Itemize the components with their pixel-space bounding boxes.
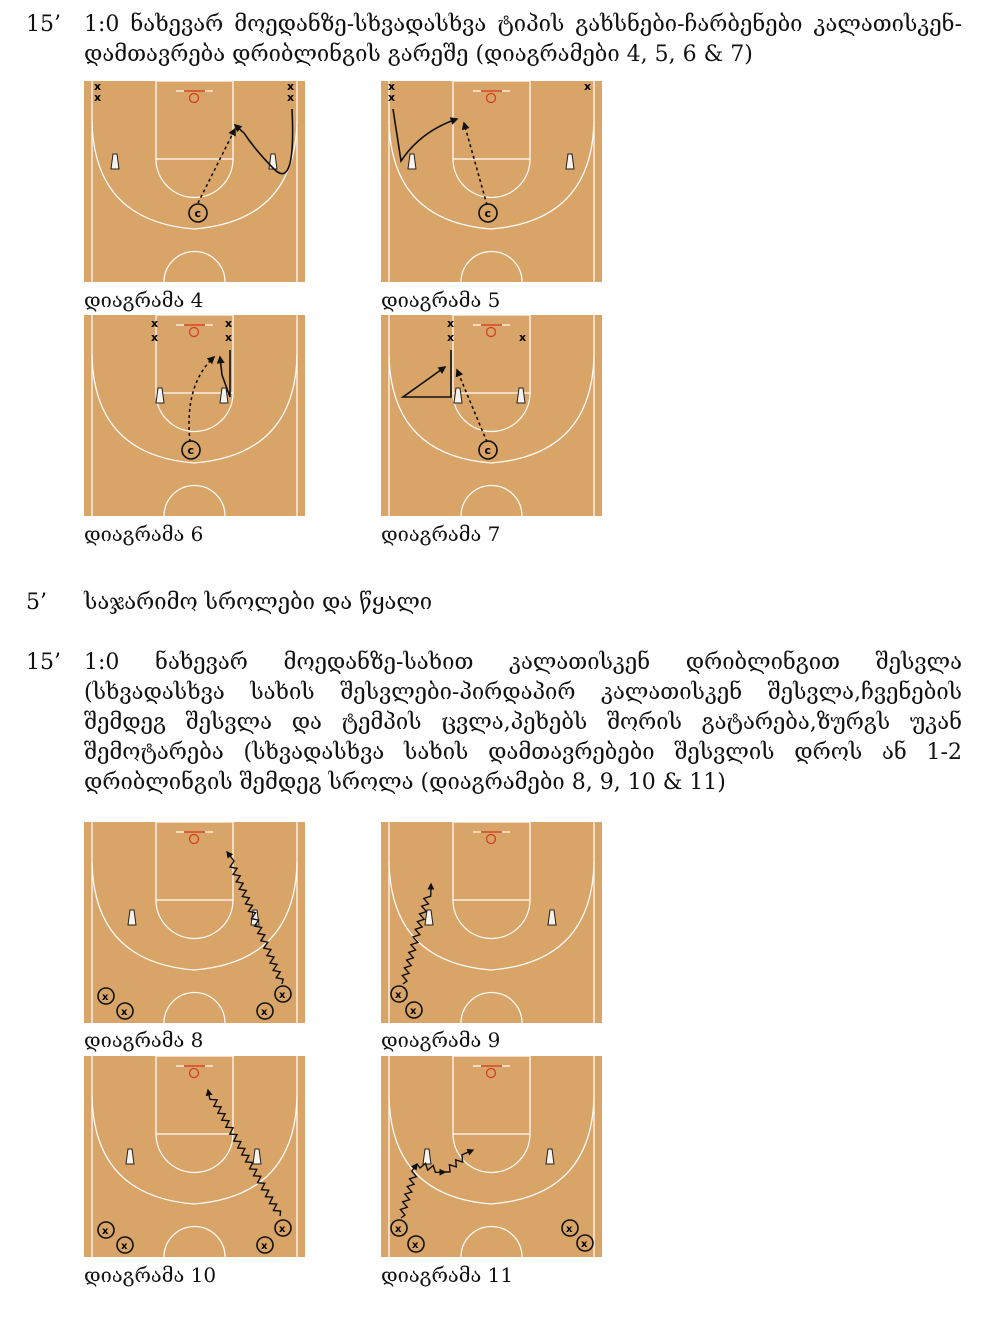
coach-label: c bbox=[194, 207, 202, 220]
diagram-11 bbox=[381, 1056, 602, 1257]
diagram-10 bbox=[84, 1056, 305, 1257]
svg-text:x: x bbox=[412, 1240, 419, 1251]
player-x-icon: x bbox=[94, 81, 102, 93]
coach-label: c bbox=[484, 207, 492, 220]
svg-text:x: x bbox=[261, 1007, 268, 1018]
diagram-caption: დიაგრამა 11 bbox=[381, 1263, 514, 1287]
svg-text:x: x bbox=[447, 331, 455, 344]
svg-text:x: x bbox=[102, 1226, 109, 1237]
svg-text:x: x bbox=[519, 331, 527, 344]
diagram-6 bbox=[84, 315, 305, 516]
coach-label: c bbox=[484, 444, 492, 457]
diagram-9 bbox=[381, 822, 602, 1023]
diagram-caption: დიაგრამა 5 bbox=[381, 288, 501, 312]
diagram-caption: დიაგრამა 8 bbox=[84, 1028, 204, 1052]
coach-label: c bbox=[187, 444, 195, 457]
svg-text:x: x bbox=[395, 1224, 402, 1235]
svg-text:x: x bbox=[121, 1241, 128, 1252]
diagram-caption: დიაგრამა 6 bbox=[84, 522, 204, 546]
diagram-caption: დიაგრამა 7 bbox=[381, 522, 501, 546]
svg-text:x: x bbox=[388, 81, 396, 93]
svg-text:x: x bbox=[151, 317, 159, 330]
svg-text:x: x bbox=[261, 1241, 268, 1252]
player-x-icon: x bbox=[94, 91, 102, 104]
svg-text:x: x bbox=[388, 91, 396, 104]
svg-text:x: x bbox=[279, 1224, 286, 1235]
svg-text:x: x bbox=[225, 331, 233, 344]
diagram-4 bbox=[84, 81, 305, 282]
section-duration: 5’ bbox=[26, 590, 47, 615]
svg-text:x: x bbox=[121, 1007, 128, 1018]
svg-text:x: x bbox=[279, 990, 286, 1001]
svg-text:x: x bbox=[395, 990, 402, 1001]
svg-text:x: x bbox=[410, 1006, 417, 1017]
section-description: 1:0 ნახევარ მოედანზე-სახით კალათისკენ დრიბლინგით შესვლა (სხვადასხვა სახის შესვლები-პირდაპირ კალათისკენ შესვლა,ჩვენების შემდეგ შესვლა და ტემპის ცვლა,პეხებს შორის გატარება,ზურგს უკან შემოტარება (სხვადასხვა სახის დამთავრებები შესვლის დროს ან 1-2 დრიბლინგის შემდეგ სროლა (დიაგრამები 8, 9, 10 & 11) bbox=[84, 650, 962, 795]
player-x-icon: x bbox=[287, 91, 295, 104]
diagram-caption: დიაგრამა 9 bbox=[381, 1028, 501, 1052]
diagram-8 bbox=[84, 822, 305, 1023]
svg-text:x: x bbox=[566, 1224, 573, 1235]
section-duration: 15’ bbox=[26, 650, 61, 675]
svg-text:x: x bbox=[102, 992, 109, 1003]
section-description: 1:0 ნახევარ მოედანზე-სხვადასხვა ტიპის გახსნები-ჩარბენები კალათისკენ-დამთავრება დრიბლინგის გარეშე (დიაგრამები 4, 5, 6 & 7) bbox=[84, 12, 962, 67]
svg-text:x: x bbox=[584, 81, 592, 93]
diagram-5 bbox=[381, 81, 602, 282]
section-description: საჯარიმო სროლები და წყალი bbox=[84, 590, 433, 615]
svg-text:x: x bbox=[581, 1239, 588, 1250]
section-duration: 15’ bbox=[26, 12, 61, 37]
svg-text:x: x bbox=[447, 317, 455, 330]
svg-text:x: x bbox=[151, 331, 159, 344]
svg-text:x: x bbox=[225, 317, 233, 330]
diagram-caption: დიაგრამა 4 bbox=[84, 288, 204, 312]
diagram-7 bbox=[381, 315, 602, 516]
player-x-icon: x bbox=[287, 81, 295, 93]
diagram-caption: დიაგრამა 10 bbox=[84, 1263, 217, 1287]
